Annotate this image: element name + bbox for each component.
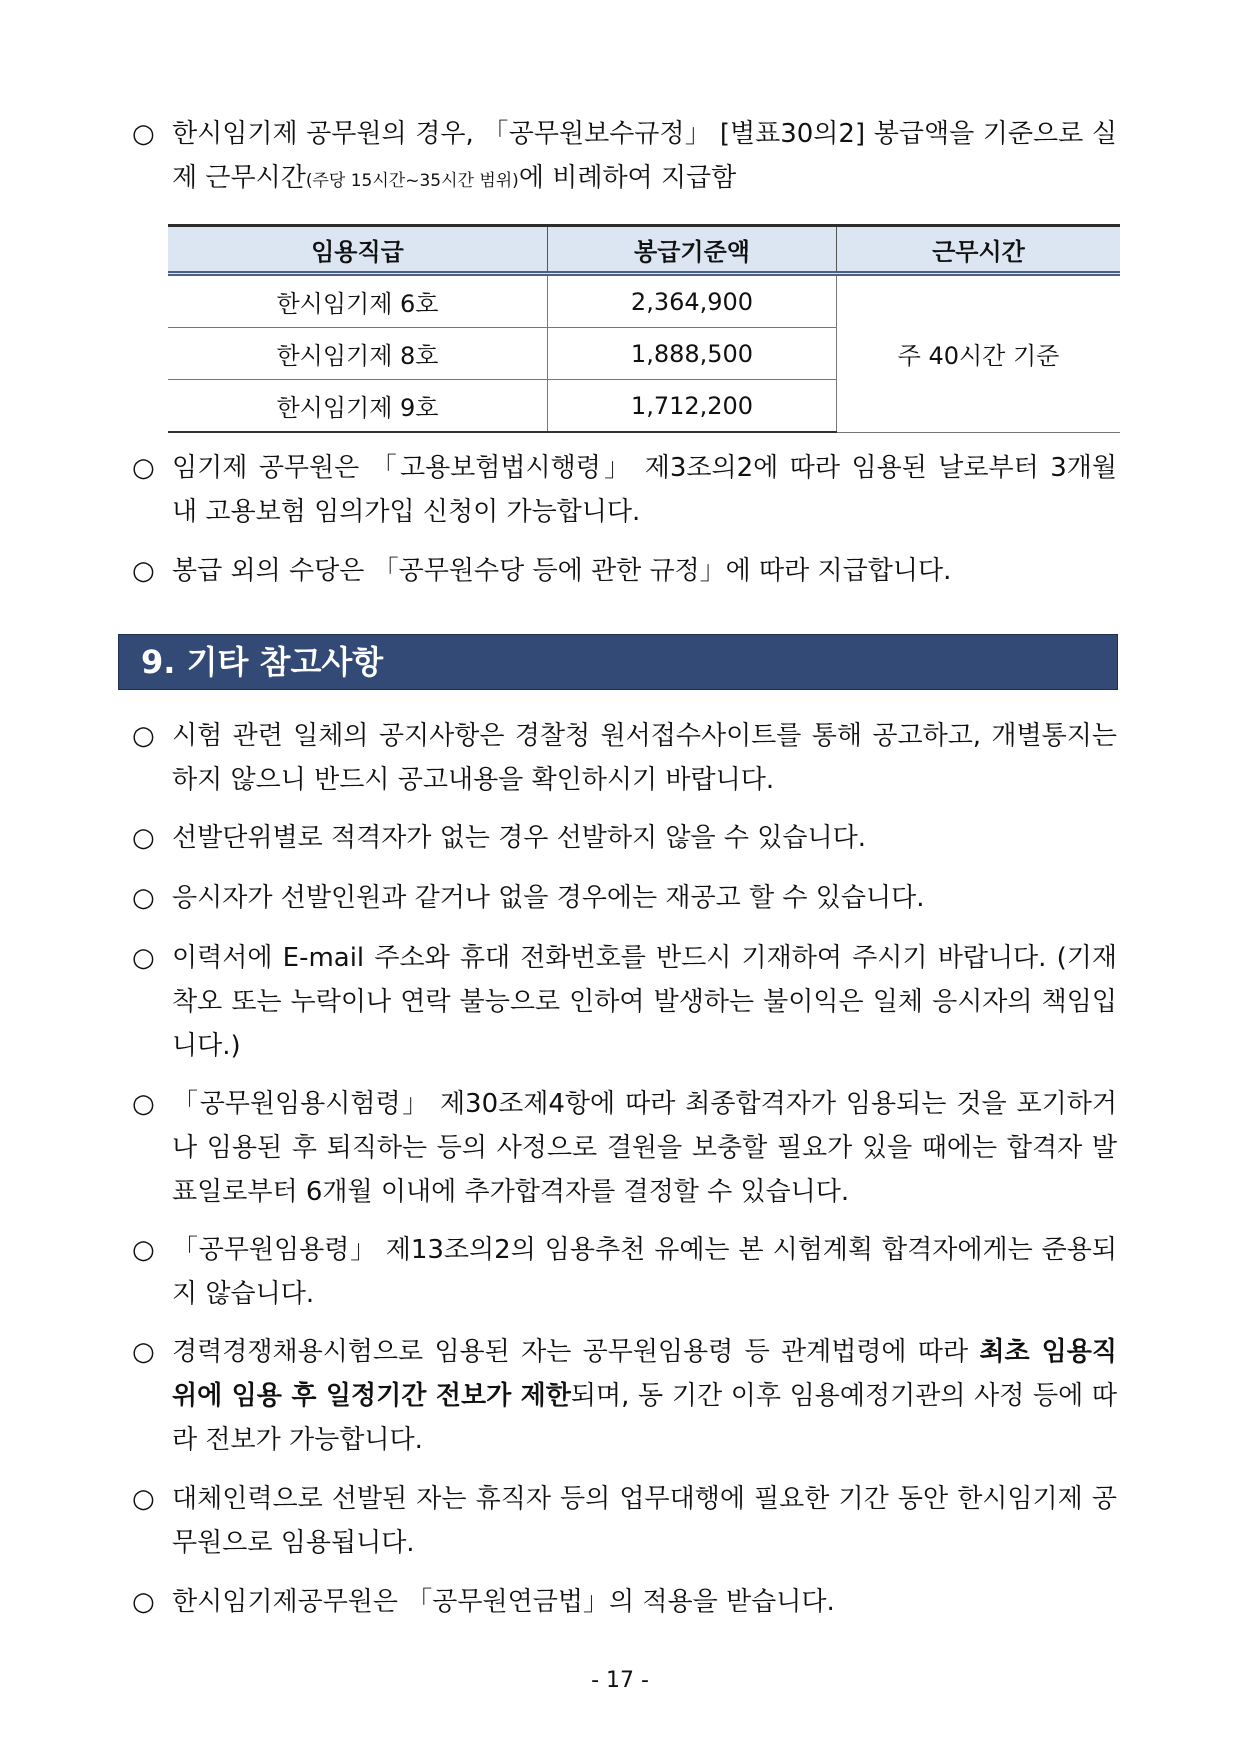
transfer-text-bold: 최초 임용직위에 임용 후 일정기간 전보가 제한 (172, 1337, 1117, 1411)
bullet-substitute (132, 1477, 1117, 1565)
section-heading: 9. 기타 참고사항 (118, 634, 1118, 690)
list-item: 선발단위별로 적격자가 없는 경우 선발하지 않을 수 있습니다. (172, 823, 867, 853)
list-item: 임기제 공무원은 「고용보험법시행령」 제3조의2에 따라 임용된 날로부터 3개월 내 고용보험 임의가입 신청이 가능합니다. (172, 453, 1117, 527)
table-row (168, 274, 1120, 328)
bullet-marker: ○ (132, 1587, 155, 1617)
pay-basis-text: 한시임기제 공무원의 경우, 「공무원보수규정」 [별표30의2] 봉급액을 기준으로 실제 근무시간 (172, 119, 1117, 193)
grade-cell: 한시임기제 9호 (168, 380, 548, 433)
bullet-allowance (132, 549, 1117, 593)
amount-cell: 1,888,500 (548, 328, 837, 380)
bullet-additional-pass (132, 1082, 1117, 1214)
pay-table-header (168, 226, 1120, 274)
list-item: 봉급 외의 수당은 「공무원수당 등에 관한 규정」에 따라 지급합니다. (172, 556, 952, 586)
bullet-marker: ○ (132, 1484, 155, 1514)
transfer-text-post: 되며, 동 기간 이후 임용예정기관의 사정 등에 따라 전보가 가능합니다. (172, 1381, 1118, 1455)
transfer-text-pre: 경력경쟁채용시험으로 임용된 자는 공무원임용령 등 관계법령에 따라 (172, 1337, 980, 1367)
bullet-transfer-limit (132, 1330, 1117, 1462)
bullet-marker: ○ (132, 556, 155, 586)
grade-cell: 한시임기제 6호 (168, 274, 548, 328)
bullet-contact-info (132, 936, 1117, 1068)
bullet-recommendation-deferral (132, 1228, 1117, 1316)
bullet-marker: ○ (132, 823, 155, 853)
list-item: 대체인력으로 선발된 자는 휴직자 등의 업무대행에 필요한 기간 동안 한시임기제 공무원으로 임용됩니다. (172, 1484, 1117, 1558)
bullet-marker: ○ (132, 1337, 155, 1367)
bullet-marker: ○ (132, 453, 155, 483)
pay-table (168, 224, 1120, 433)
list-item: 「공무원임용령」 제13조의2의 임용추천 유예는 본 시험계획 합격자에게는 준용되지 않습니다. (172, 1235, 1117, 1309)
bullet-no-selection (132, 816, 1117, 860)
bullet-marker: ○ (132, 119, 155, 149)
bullet-marker: ○ (132, 1235, 155, 1265)
grade-cell: 한시임기제 8호 (168, 328, 548, 380)
header-hours: 근무시간 (837, 226, 1121, 274)
bullet-notice (132, 714, 1117, 802)
amount-cell: 2,364,900 (548, 274, 837, 328)
list-item: 「공무원임용시험령」 제30조제4항에 따라 최종합격자가 임용되는 것을 포기하거나 임용된 후 퇴직하는 등의 사정으로 결원을 보충할 필요가 있을 때에는 합격자 발표일로부터 6개월 이내에 추가합격자를 결정할 수 있습니다. (172, 1089, 1117, 1207)
amount-cell: 1,712,200 (548, 380, 837, 433)
header-grade: 임용직급 (168, 226, 548, 274)
bullet-pay-basis (132, 112, 1117, 203)
page-number: - 17 - (591, 1668, 649, 1693)
list-item: 시험 관련 일체의 공지사항은 경찰청 원서접수사이트를 통해 공고하고, 개별통지는 하지 않으니 반드시 공고내용을 확인하시기 바랍니다. (172, 721, 1117, 795)
pay-basis-range: (주당 15시간~35시간 범위) (305, 171, 519, 191)
list-item: 한시임기제공무원은 「공무원연금법」의 적용을 받습니다. (172, 1587, 835, 1617)
bullet-marker: ○ (132, 883, 155, 913)
bullet-re-announcement (132, 876, 1117, 920)
bullet-marker: ○ (132, 1089, 155, 1119)
header-amount: 봉급기준액 (548, 226, 837, 274)
list-item: 응시자가 선발인원과 같거나 없을 경우에는 재공고 할 수 있습니다. (172, 883, 925, 913)
bullet-marker: ○ (132, 721, 155, 751)
bullet-pension (132, 1580, 1117, 1624)
pay-basis-tail: 에 비례하여 지급함 (518, 163, 737, 193)
list-item: 이력서에 E-mail 주소와 휴대 전화번호를 반드시 기재하여 주시기 바랍니다. (기재 착오 또는 누락이나 연락 불능으로 인하여 발생하는 불이익은 일체 응시자의 책임입니다.) (172, 943, 1117, 1061)
bullet-marker: ○ (132, 943, 155, 973)
bullet-employment-insurance (132, 446, 1117, 534)
hours-cell: 주 40시간 기준 (837, 274, 1121, 433)
